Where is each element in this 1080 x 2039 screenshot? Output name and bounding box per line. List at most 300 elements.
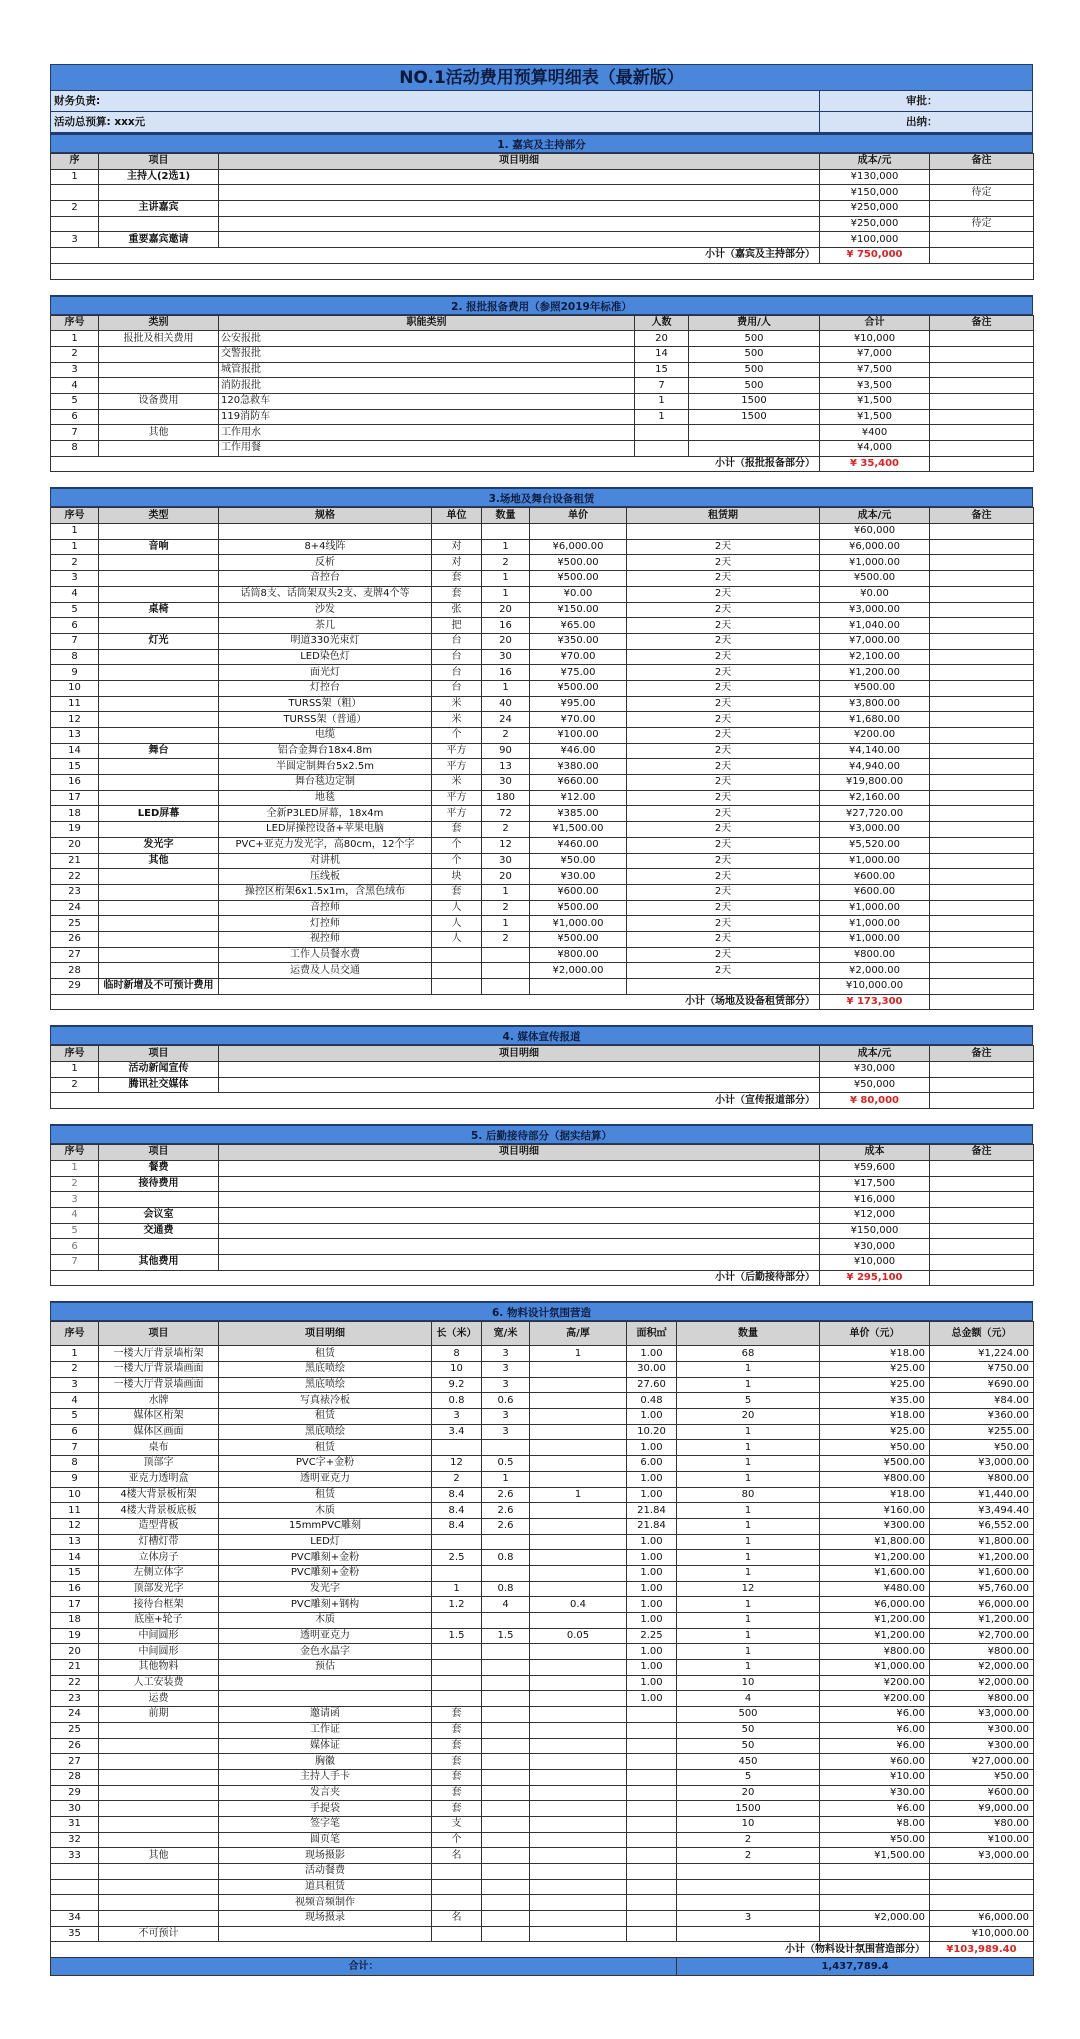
column-header: 备注 [930, 315, 1034, 331]
table-cell: LED屏幕 [99, 806, 219, 822]
table-cell: 30 [482, 775, 530, 791]
table-cell [930, 425, 1034, 441]
table-cell: 1 [482, 586, 530, 602]
table-cell: ¥200.00 [820, 1675, 930, 1691]
table-cell [930, 1192, 1034, 1208]
table-cell: ¥1,200.00 [820, 1628, 930, 1644]
table-cell: 明道330光束灯 [219, 633, 432, 649]
table-cell: 2天 [627, 680, 820, 696]
table-cell: 10 [677, 1675, 820, 1691]
table-cell: 台 [432, 633, 482, 649]
section-6-title: 6. 物料设计氛围营造 [50, 1301, 1033, 1321]
column-header: 合计 [820, 315, 930, 331]
table-cell: ¥150,000 [820, 185, 930, 201]
table-cell: ¥500.00 [530, 900, 627, 916]
table-cell: 4 [51, 586, 99, 602]
table-cell: 工作证 [219, 1722, 432, 1738]
table-cell [99, 931, 219, 947]
table-cell [99, 378, 219, 394]
table-row [51, 1848, 1034, 1864]
table-cell [930, 456, 1034, 472]
table-cell [482, 1675, 530, 1691]
table-cell: 工作人员餐水费 [219, 947, 432, 963]
table-cell: 1 [677, 1550, 820, 1566]
table-cell: 8.4 [432, 1503, 482, 1519]
table-cell [627, 1738, 677, 1754]
table-cell: 1 [677, 1565, 820, 1581]
table-cell: 1.00 [627, 1487, 677, 1503]
table-row [51, 346, 1034, 362]
table-cell: 平方 [432, 759, 482, 775]
budget-sheet [50, 64, 1033, 1976]
table-cell: 套 [432, 884, 482, 900]
table-cell [820, 1895, 930, 1911]
table-row [51, 1393, 1034, 1409]
column-header: 租赁期 [627, 508, 820, 524]
table-cell: 张 [432, 602, 482, 618]
table-cell [627, 524, 820, 540]
table-cell: ¥50.00 [530, 853, 627, 869]
section-5-title: 5. 后勤接待部分（据实结算） [50, 1124, 1033, 1144]
table-cell: 10 [51, 1487, 99, 1503]
table-cell: ¥300.00 [930, 1722, 1034, 1738]
table-cell: 压线板 [219, 869, 432, 885]
table-cell [930, 1207, 1034, 1223]
table-cell: ¥660.00 [530, 775, 627, 791]
table-row [51, 633, 1034, 649]
table-cell: 6 [51, 1239, 99, 1255]
meta-row-2 [50, 112, 1033, 133]
section-2-title: 2. 报批报备费用（参照2019年标准） [50, 295, 1033, 315]
table-cell [219, 1192, 820, 1208]
table-cell: 1 [530, 1487, 627, 1503]
column-header: 序号 [51, 1145, 99, 1161]
table-cell [627, 1816, 677, 1832]
table-cell: 重要嘉宾邀请 [99, 232, 219, 248]
table-cell: 待定 [930, 185, 1034, 201]
table-cell: 1.00 [627, 1613, 677, 1629]
table-row [51, 1785, 1034, 1801]
table-cell: 30 [51, 1801, 99, 1817]
table-row [51, 586, 1034, 602]
table-cell: ¥100.00 [930, 1832, 1034, 1848]
table-cell [530, 1864, 627, 1880]
table-cell: 灯槽灯带 [99, 1534, 219, 1550]
table-cell: ¥600.00 [820, 869, 930, 885]
table-row [51, 1362, 1034, 1378]
table-cell: 台 [432, 649, 482, 665]
table-cell [627, 1801, 677, 1817]
table-cell: ¥18.00 [820, 1346, 930, 1362]
table-cell: 1 [677, 1518, 820, 1534]
table-cell [530, 1707, 627, 1723]
table-cell [627, 1848, 677, 1864]
table-cell: 个 [432, 1832, 482, 1848]
table-cell: 3 [51, 232, 99, 248]
column-header: 序号 [51, 508, 99, 524]
table-cell [482, 1440, 530, 1456]
table-row [51, 1628, 1034, 1644]
table-cell [99, 1239, 219, 1255]
table-cell: ¥3,000.00 [930, 1707, 1034, 1723]
table-cell: 3.4 [432, 1424, 482, 1440]
table-cell [482, 947, 530, 963]
table-cell [930, 1879, 1034, 1895]
table-cell: 台 [432, 680, 482, 696]
table-row [51, 806, 1034, 822]
table-cell: 城管报批 [219, 362, 635, 378]
table-cell: 4楼大背景板底板 [99, 1503, 219, 1519]
table-cell: 2.6 [482, 1487, 530, 1503]
table-cell: 设备费用 [99, 393, 219, 409]
table-cell: 发光字 [219, 1581, 432, 1597]
table-cell: 音响 [99, 539, 219, 555]
table-cell: 2 [482, 555, 530, 571]
table-cell: 2天 [627, 837, 820, 853]
table-cell [930, 362, 1034, 378]
table-cell: ¥360.00 [930, 1409, 1034, 1425]
table-cell [635, 441, 689, 457]
table-cell: 铝合金舞台18x4.8m [219, 743, 432, 759]
table-cell [219, 1675, 432, 1691]
table-row [51, 1062, 1034, 1078]
table-cell: 发言夹 [219, 1785, 432, 1801]
table-cell: 租赁 [219, 1409, 432, 1425]
table-cell [482, 524, 530, 540]
table-cell [627, 1722, 677, 1738]
table-cell: 块 [432, 869, 482, 885]
table-cell [930, 900, 1034, 916]
table-cell [530, 1377, 627, 1393]
table-cell: 0.8 [432, 1393, 482, 1409]
table-cell: 1 [677, 1456, 820, 1472]
table-cell: ¥3,494.40 [930, 1503, 1034, 1519]
table-cell: 1 [677, 1644, 820, 1660]
materials-table [50, 1321, 1034, 1976]
table-row [51, 1565, 1034, 1581]
column-header: 单价（元） [820, 1322, 930, 1346]
table-cell: 1500 [689, 393, 820, 409]
table-cell: 运费 [99, 1691, 219, 1707]
table-cell: 灯控台 [219, 680, 432, 696]
table-cell: ¥100.00 [530, 728, 627, 744]
table-cell: ¥800.00 [930, 1691, 1034, 1707]
table-cell [482, 1754, 530, 1770]
table-cell [930, 916, 1034, 932]
table-cell: ¥160.00 [820, 1503, 930, 1519]
table-cell: ¥6.00 [820, 1738, 930, 1754]
column-header: 单价 [530, 508, 627, 524]
table-cell: 1.00 [627, 1660, 677, 1676]
table-cell: 面光灯 [219, 665, 432, 681]
table-row [51, 409, 1034, 425]
table-cell [530, 1926, 627, 1942]
table-cell: 媒体证 [219, 1738, 432, 1754]
table-cell: LED屏操控设备+苹果电脑 [219, 822, 432, 838]
table-cell: 1.00 [627, 1550, 677, 1566]
table-row [51, 1254, 1034, 1270]
table-cell: 2天 [627, 571, 820, 587]
table-cell: ¥300.00 [820, 1518, 930, 1534]
table-cell: ¥100,000 [820, 232, 930, 248]
table-cell [99, 775, 219, 791]
table-cell: ¥400 [820, 425, 930, 441]
column-header: 高/厚 [530, 1322, 627, 1346]
header-row [51, 1322, 1034, 1346]
table-cell [99, 1785, 219, 1801]
table-cell [530, 1895, 627, 1911]
table-row [51, 232, 1034, 248]
table-cell: 地毯 [219, 790, 432, 806]
table-cell: 桌布 [99, 1440, 219, 1456]
table-cell: 租赁 [219, 1440, 432, 1456]
table-cell [930, 1895, 1034, 1911]
table-cell [99, 216, 219, 232]
table-cell: 119消防车 [219, 409, 635, 425]
table-cell: 20 [677, 1785, 820, 1801]
table-cell [627, 1911, 677, 1927]
table-cell: 米 [432, 696, 482, 712]
table-cell: 2 [677, 1832, 820, 1848]
table-row [51, 1926, 1034, 1942]
table-cell [689, 425, 820, 441]
table-cell: 27.60 [627, 1377, 677, 1393]
column-header: 成本 [820, 1145, 930, 1161]
table-cell: 主持人(2选1) [99, 169, 219, 185]
table-cell: 34 [51, 1911, 99, 1927]
table-cell: 16 [51, 775, 99, 791]
column-header: 单位 [432, 508, 482, 524]
table-cell [432, 947, 482, 963]
table-cell [219, 201, 820, 217]
table-cell: 24 [482, 712, 530, 728]
table-cell: ¥1,200.00 [930, 1613, 1034, 1629]
table-cell: ¥5,520.00 [820, 837, 930, 853]
column-header: 成本/元 [820, 1046, 930, 1062]
table-cell: ¥385.00 [530, 806, 627, 822]
table-row [51, 728, 1034, 744]
table-cell: 亚克力透明盒 [99, 1471, 219, 1487]
table-cell: 1 [51, 524, 99, 540]
table-cell: 24 [51, 1707, 99, 1723]
table-cell: ¥6,000.00 [530, 539, 627, 555]
table-cell: 2 [482, 900, 530, 916]
table-cell: 签字笔 [219, 1816, 432, 1832]
table-cell: 黑底喷绘 [219, 1424, 432, 1440]
table-cell: 3 [482, 1377, 530, 1393]
table-row [51, 1597, 1034, 1613]
table-cell: ¥7,500 [820, 362, 930, 378]
table-cell: ¥6,552.00 [930, 1518, 1034, 1534]
table-cell [432, 1864, 482, 1880]
table-row [51, 1077, 1034, 1093]
table-cell [530, 1456, 627, 1472]
subtotal-value: ¥ 35,400 [820, 456, 930, 472]
table-cell: 平方 [432, 806, 482, 822]
table-cell [627, 1769, 677, 1785]
table-cell: 1 [677, 1471, 820, 1487]
table-row [51, 1440, 1034, 1456]
table-cell: 1 [677, 1362, 820, 1378]
table-cell: 胸徽 [219, 1754, 432, 1770]
table-cell [930, 1270, 1034, 1286]
table-cell [530, 1801, 627, 1817]
table-cell: ¥10,000.00 [820, 979, 930, 995]
table-cell [99, 1754, 219, 1770]
table-cell: ¥1,800.00 [820, 1534, 930, 1550]
table-cell [432, 963, 482, 979]
table-cell [530, 1675, 627, 1691]
table-cell [930, 665, 1034, 681]
table-cell: ¥1,000.00 [530, 916, 627, 932]
table-cell: 15 [51, 759, 99, 775]
table-cell: ¥70.00 [530, 712, 627, 728]
table-cell: 17 [51, 790, 99, 806]
table-cell [930, 555, 1034, 571]
table-row [51, 571, 1034, 587]
table-cell [627, 1785, 677, 1801]
table-cell [677, 1895, 820, 1911]
subtotal-row [51, 994, 1034, 1010]
table-cell: 套 [432, 822, 482, 838]
table-row [51, 441, 1034, 457]
table-cell: 一楼大厅背景墙画面 [99, 1362, 219, 1378]
table-cell: 26 [51, 931, 99, 947]
media-table [50, 1045, 1034, 1109]
table-cell: 27 [51, 1754, 99, 1770]
table-cell: 2天 [627, 759, 820, 775]
table-cell: 40 [482, 696, 530, 712]
table-cell: 500 [689, 346, 820, 362]
table-cell: ¥800.00 [820, 947, 930, 963]
table-cell: 3 [51, 362, 99, 378]
table-cell [482, 1785, 530, 1801]
table-cell: ¥9,000.00 [930, 1801, 1034, 1817]
table-cell: 木质 [219, 1503, 432, 1519]
table-cell [930, 586, 1034, 602]
table-cell: 80 [677, 1487, 820, 1503]
table-cell: ¥1,200.00 [820, 1550, 930, 1566]
table-cell: ¥1,200.00 [930, 1550, 1034, 1566]
table-cell: 现场摄录 [219, 1911, 432, 1927]
column-header: 序号 [51, 315, 99, 331]
table-cell: 木质 [219, 1613, 432, 1629]
table-cell: 2天 [627, 649, 820, 665]
table-cell [530, 1409, 627, 1425]
table-cell: ¥1,500.00 [530, 822, 627, 838]
table-cell [482, 1801, 530, 1817]
table-cell: 500 [689, 362, 820, 378]
table-cell: 20 [482, 633, 530, 649]
table-cell [930, 1062, 1034, 1078]
table-cell: PVC雕刻+金粉 [219, 1565, 432, 1581]
table-cell: 0.4 [530, 1597, 627, 1613]
table-cell: 腾讯社交媒体 [99, 1077, 219, 1093]
table-cell: ¥0.00 [530, 586, 627, 602]
table-cell: 1 [432, 1581, 482, 1597]
table-cell: 2 [51, 346, 99, 362]
table-cell: 13 [51, 1534, 99, 1550]
table-cell [99, 680, 219, 696]
table-cell: ¥7,000 [820, 346, 930, 362]
table-row [51, 963, 1034, 979]
table-cell: ¥500.00 [530, 555, 627, 571]
table-row [51, 1832, 1034, 1848]
table-cell: 19 [51, 1628, 99, 1644]
table-cell: 12 [51, 712, 99, 728]
table-cell: 1 [482, 571, 530, 587]
table-cell: LED染色灯 [219, 649, 432, 665]
table-cell: PVC雕刻+金粉 [219, 1550, 432, 1566]
table-cell: 2天 [627, 806, 820, 822]
table-cell: ¥800.00 [530, 947, 627, 963]
table-cell [627, 1895, 677, 1911]
table-cell: 立体房子 [99, 1550, 219, 1566]
table-cell: 套 [432, 1754, 482, 1770]
table-cell [482, 1707, 530, 1723]
table-cell [99, 900, 219, 916]
table-row [51, 378, 1034, 394]
table-cell: 人 [432, 916, 482, 932]
table-cell [99, 1864, 219, 1880]
table-cell [820, 1926, 930, 1942]
table-cell: 活动餐费 [219, 1864, 432, 1880]
table-cell [530, 1832, 627, 1848]
table-cell: 造型背板 [99, 1518, 219, 1534]
table-cell: 7 [51, 425, 99, 441]
table-cell: ¥2,000.00 [820, 963, 930, 979]
table-cell: 接待费用 [99, 1176, 219, 1192]
table-cell: 1.00 [627, 1440, 677, 1456]
table-cell: 7 [51, 633, 99, 649]
venue-rental-table [50, 507, 1034, 1010]
table-cell: ¥3,000.00 [930, 1848, 1034, 1864]
table-cell: ¥25.00 [820, 1424, 930, 1440]
table-cell: ¥50.00 [820, 1440, 930, 1456]
table-cell: 1.00 [627, 1346, 677, 1362]
table-cell [530, 1644, 627, 1660]
table-cell: 3 [51, 1377, 99, 1393]
table-cell: 临时新增及不可预计费用 [99, 979, 219, 995]
table-cell [930, 837, 1034, 853]
table-cell: 1 [677, 1440, 820, 1456]
table-cell [482, 979, 530, 995]
table-cell [930, 947, 1034, 963]
table-cell: 5 [51, 1409, 99, 1425]
table-cell: ¥250,000 [820, 201, 930, 217]
table-cell: 1 [482, 1471, 530, 1487]
table-cell: 反析 [219, 555, 432, 571]
table-cell: 套 [432, 1738, 482, 1754]
table-row [51, 1456, 1034, 1472]
subtotal-label: 小计（嘉宾及主持部分） [51, 248, 820, 264]
table-row [51, 1581, 1034, 1597]
table-cell [930, 994, 1034, 1010]
table-cell: 工作用餐 [219, 441, 635, 457]
table-cell: 4 [482, 1597, 530, 1613]
table-cell: ¥1,000.00 [820, 900, 930, 916]
table-row [51, 1471, 1034, 1487]
table-cell [482, 1722, 530, 1738]
table-cell: 其他费用 [99, 1254, 219, 1270]
table-cell: 1.00 [627, 1597, 677, 1613]
table-row [51, 665, 1034, 681]
table-row [51, 1660, 1034, 1676]
subtotal-label: 小计（宣传报道部分） [51, 1093, 820, 1109]
table-cell: 中间圆形 [99, 1628, 219, 1644]
table-cell: 2天 [627, 555, 820, 571]
table-cell: 12 [432, 1456, 482, 1472]
